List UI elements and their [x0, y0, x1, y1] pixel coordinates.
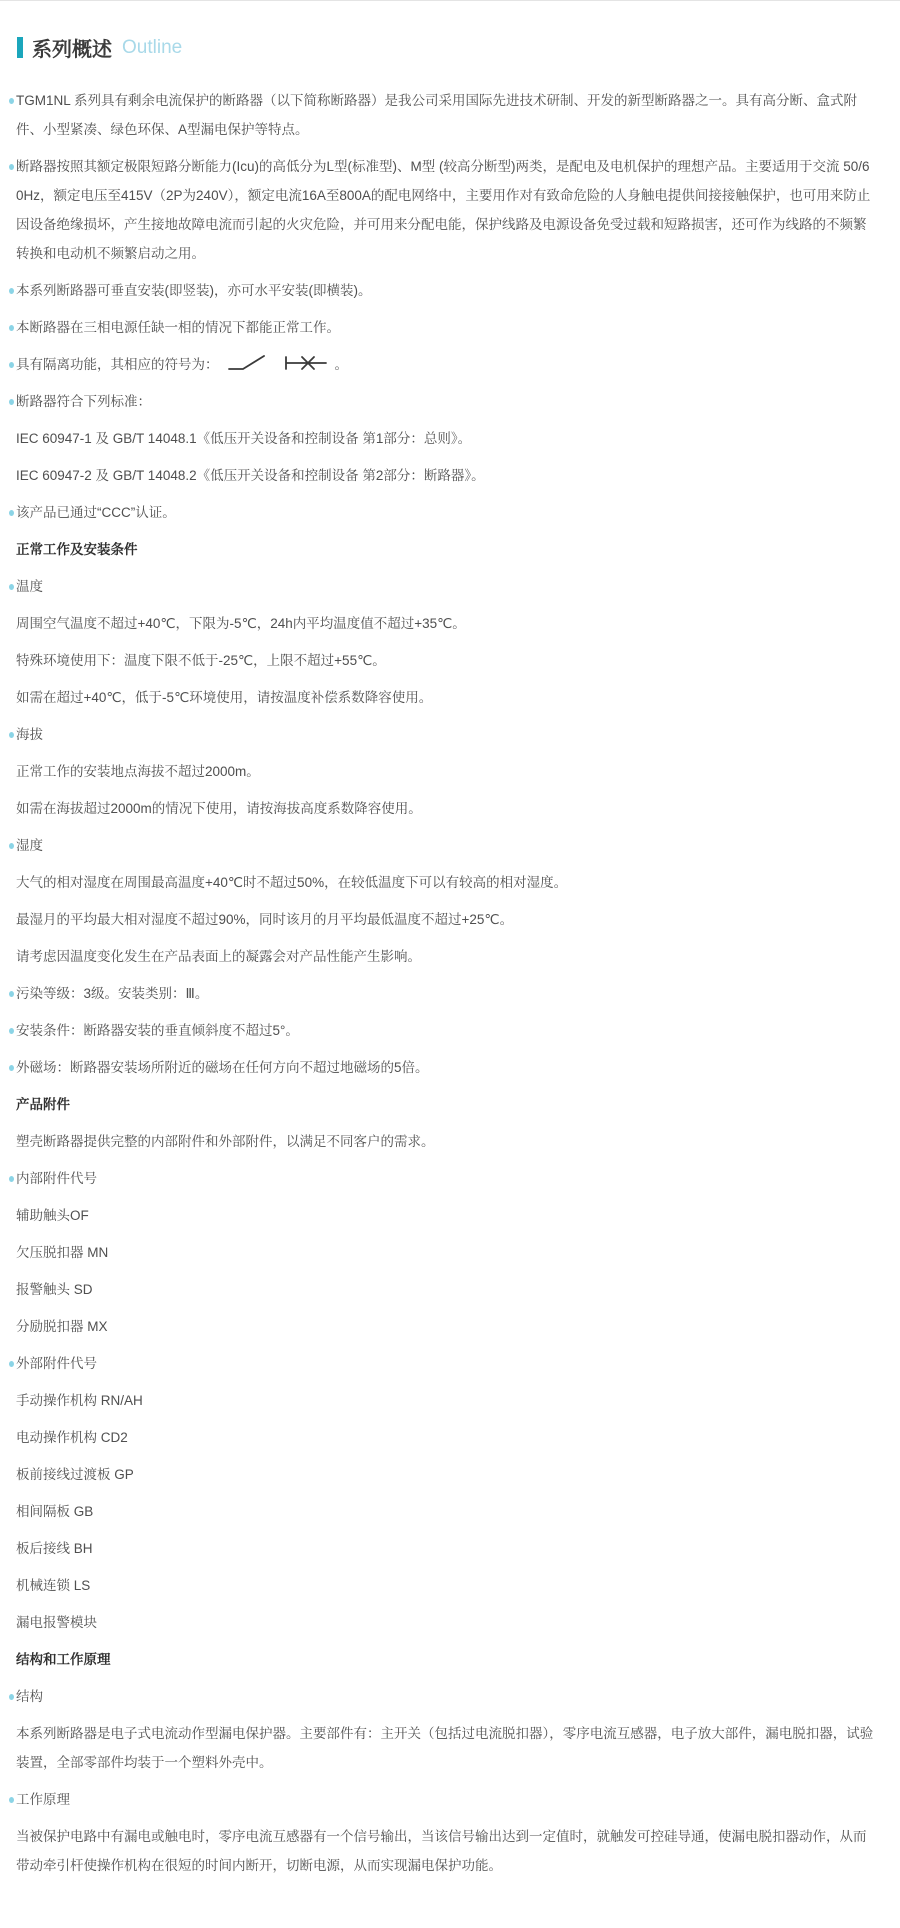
line-text: 正常工作及安装条件 [16, 542, 138, 557]
line-text: 当被保护电路中有漏电或触电时，零序电流互感器有一个信号输出，当该信号输出达到一定值时，就触发可控硅导通，使漏电脱扣器动作，从而带动牵引杆使操作机构在很短的时间内断开，切断电源，从而实现漏电保护功能。 [16, 1829, 867, 1873]
bullet-item [16, 387, 874, 416]
line-text: 具有隔离功能，其相应的符号为： [16, 357, 219, 372]
line-text: 辅助触头OF [16, 1208, 89, 1223]
line-text: 欠压脱扣器 MN [16, 1245, 109, 1260]
line-text: 断路器符合下列标准： [16, 394, 151, 409]
line-text: 安装条件：断路器安装的垂直倾斜度不超过5°。 [16, 1023, 299, 1038]
line-text: TGM1NL 系列具有剩余电流保护的断路器（以下简称断路器）是我公司采用国际先进技术研制、开发的新型断路器之一。具有高分断、盒式附件、小型紧凑、绿色环保、A型漏电保护等特点。 [16, 93, 858, 137]
bullet-item [16, 1016, 874, 1045]
line-text: 结构 [16, 1689, 43, 1704]
page-title-zh: 系列概述 [32, 39, 112, 61]
text-line [16, 942, 874, 971]
bullet-dot-icon [9, 288, 14, 294]
line-text: 分励脱扣器 MX [16, 1319, 108, 1334]
line-text: 本断路器在三相电源任缺一相的情况下都能正常工作。 [16, 320, 340, 335]
line-text: 相间隔板 GB [16, 1504, 94, 1519]
text-line [16, 1386, 874, 1415]
line-text: 电动操作机构 CD2 [16, 1430, 128, 1445]
line-text: 正常工作的安装地点海拔不超过2000m。 [16, 764, 260, 779]
text-line [16, 461, 874, 490]
line-text: IEC 60947-2 及 GB/T 14048.2《低压开关设备和控制设备 第2部分：断路器》。 [16, 468, 485, 483]
text-line [16, 1275, 874, 1304]
bullet-dot-icon [9, 98, 14, 104]
bullet-item [16, 276, 874, 305]
text-line [16, 646, 874, 675]
text-line [16, 683, 874, 712]
line-text: 结构和工作原理 [16, 1652, 111, 1667]
bullet-dot-icon [9, 164, 14, 170]
line-text: 特殊环境使用下：温度下限不低于-25℃，上限不超过+55℃。 [16, 653, 386, 668]
bullet-dot-icon [9, 1694, 14, 1700]
line-text: 请考虑因温度变化发生在产品表面上的凝露会对产品性能产生影响。 [16, 949, 421, 964]
text-line [16, 1127, 874, 1156]
line-text: 机械连锁 LS [16, 1578, 91, 1593]
line-text: 最湿月的平均最大相对湿度不超过90%，同时该月的月平均最低温度不超过+25℃。 [16, 912, 514, 927]
page-title [17, 33, 874, 62]
line-text: 产品附件 [16, 1097, 70, 1112]
line-text: 周围空气温度不超过+40℃，下限为-5℃，24h内平均温度值不超过+35℃。 [16, 616, 466, 631]
text-line [16, 1534, 874, 1563]
bullet-dot-icon [9, 1028, 14, 1034]
line-text: 板前接线过渡板 GP [16, 1467, 134, 1482]
text-line [16, 1201, 874, 1230]
bullet-item [16, 86, 874, 144]
text-line [16, 1571, 874, 1600]
content [16, 86, 874, 1880]
bullet-item [16, 1682, 874, 1711]
text-line [16, 424, 874, 453]
line-text: 污染等级：3级。安装类别：Ⅲ。 [16, 986, 209, 1001]
text-line [16, 794, 874, 823]
section-heading [16, 535, 874, 564]
bullet-dot-icon [9, 1797, 14, 1803]
line-text: 外磁场：断路器安装场所附近的磁场在任何方向不超过地磁场的5倍。 [16, 1060, 429, 1075]
bullet-item [16, 1349, 874, 1378]
line-text-suffix: 。 [334, 357, 348, 372]
bullet-dot-icon [9, 991, 14, 997]
bullet-item [16, 1053, 874, 1082]
line-text: 漏电报警模块 [16, 1615, 97, 1630]
page-title-en: Outline [122, 36, 183, 58]
bullet-item [16, 572, 874, 601]
text-line [16, 1312, 874, 1341]
bullet-item [16, 1164, 874, 1193]
line-text: 湿度 [16, 838, 43, 853]
bullet-dot-icon [9, 510, 14, 516]
text-line [16, 1497, 874, 1526]
line-text: 板后接线 BH [16, 1541, 93, 1556]
text-line [16, 1608, 874, 1637]
bullet-dot-icon [9, 1361, 14, 1367]
bullet-item [16, 720, 874, 749]
bullet-item [16, 498, 874, 527]
line-text: 外部附件代号 [16, 1356, 97, 1371]
text-line [16, 1238, 874, 1267]
text-line [16, 1822, 874, 1880]
line-text: 本系列断路器可垂直安装(即竖装)，亦可水平安装(即横装)。 [16, 283, 372, 298]
bullet-item [16, 152, 874, 268]
title-accent-bar [17, 37, 23, 58]
line-text: 内部附件代号 [16, 1171, 97, 1186]
bullet-dot-icon [9, 584, 14, 590]
isolator-symbol-icon [282, 353, 330, 373]
line-text: 塑壳断路器提供完整的内部附件和外部附件，以满足不同客户的需求。 [16, 1134, 435, 1149]
line-text: 如需在海拔超过2000m的情况下使用，请按海拔高度系数降容使用。 [16, 801, 422, 816]
text-line [16, 868, 874, 897]
line-text: 大气的相对湿度在周围最高温度+40℃时不超过50%，在较低温度下可以有较高的相对湿度。 [16, 875, 568, 890]
bullet-item [16, 350, 874, 379]
line-text: 手动操作机构 RN/AH [16, 1393, 143, 1408]
bullet-dot-icon [9, 732, 14, 738]
bullet-dot-icon [9, 362, 14, 368]
bullet-item [16, 979, 874, 1008]
line-text: 工作原理 [16, 1792, 70, 1807]
text-line [16, 1423, 874, 1452]
bullet-dot-icon [9, 399, 14, 405]
bullet-item [16, 313, 874, 342]
bullet-dot-icon [9, 1065, 14, 1071]
section-heading [16, 1645, 874, 1674]
disconnect-switch-symbol-icon [227, 353, 269, 373]
line-text: 该产品已通过“CCC”认证。 [16, 505, 176, 520]
text-line [16, 1719, 874, 1777]
line-text: IEC 60947-1 及 GB/T 14048.1《低压开关设备和控制设备 第1部分：总则》。 [16, 431, 472, 446]
text-line [16, 757, 874, 786]
line-text: 报警触头 SD [16, 1282, 93, 1297]
bullet-dot-icon [9, 843, 14, 849]
line-text: 如需在超过+40℃，低于-5℃环境使用，请按温度补偿系数降容使用。 [16, 690, 433, 705]
text-line [16, 1460, 874, 1489]
line-text: 本系列断路器是电子式电流动作型漏电保护器。主要部件有：主开关（包括过电流脱扣器），零序电流互感器，电子放大部件，漏电脱扣器，试验装置，全部零部件均装于一个塑料外壳中。 [16, 1726, 874, 1770]
bullet-dot-icon [9, 1176, 14, 1182]
bullet-dot-icon [9, 325, 14, 331]
line-text: 断路器按照其额定极限短路分断能力(Icu)的高低分为L型(标准型)、M型 (较高分断型)两类，是配电及电机保护的理想产品。主要适用于交流 50/60Hz，额定电压至415V（2P为240V），额定电流16A至800A的配电网络中，主要用作对有致命危险的人身触电提供间接接触保护，也可用来防止因设备绝缘损坏，产生接地故障电流而引起的火灾危险，并可用来分配电能，保护线路及电源设备免受过载和短路损害，还可作为线路的不频繁转换和电动机不频繁启动之用。 [16, 159, 871, 261]
line-text: 温度 [16, 579, 43, 594]
bullet-item [16, 1785, 874, 1814]
text-line [16, 905, 874, 934]
line-text: 海拔 [16, 727, 43, 742]
text-line [16, 609, 874, 638]
section-heading [16, 1090, 874, 1119]
bullet-item [16, 831, 874, 860]
